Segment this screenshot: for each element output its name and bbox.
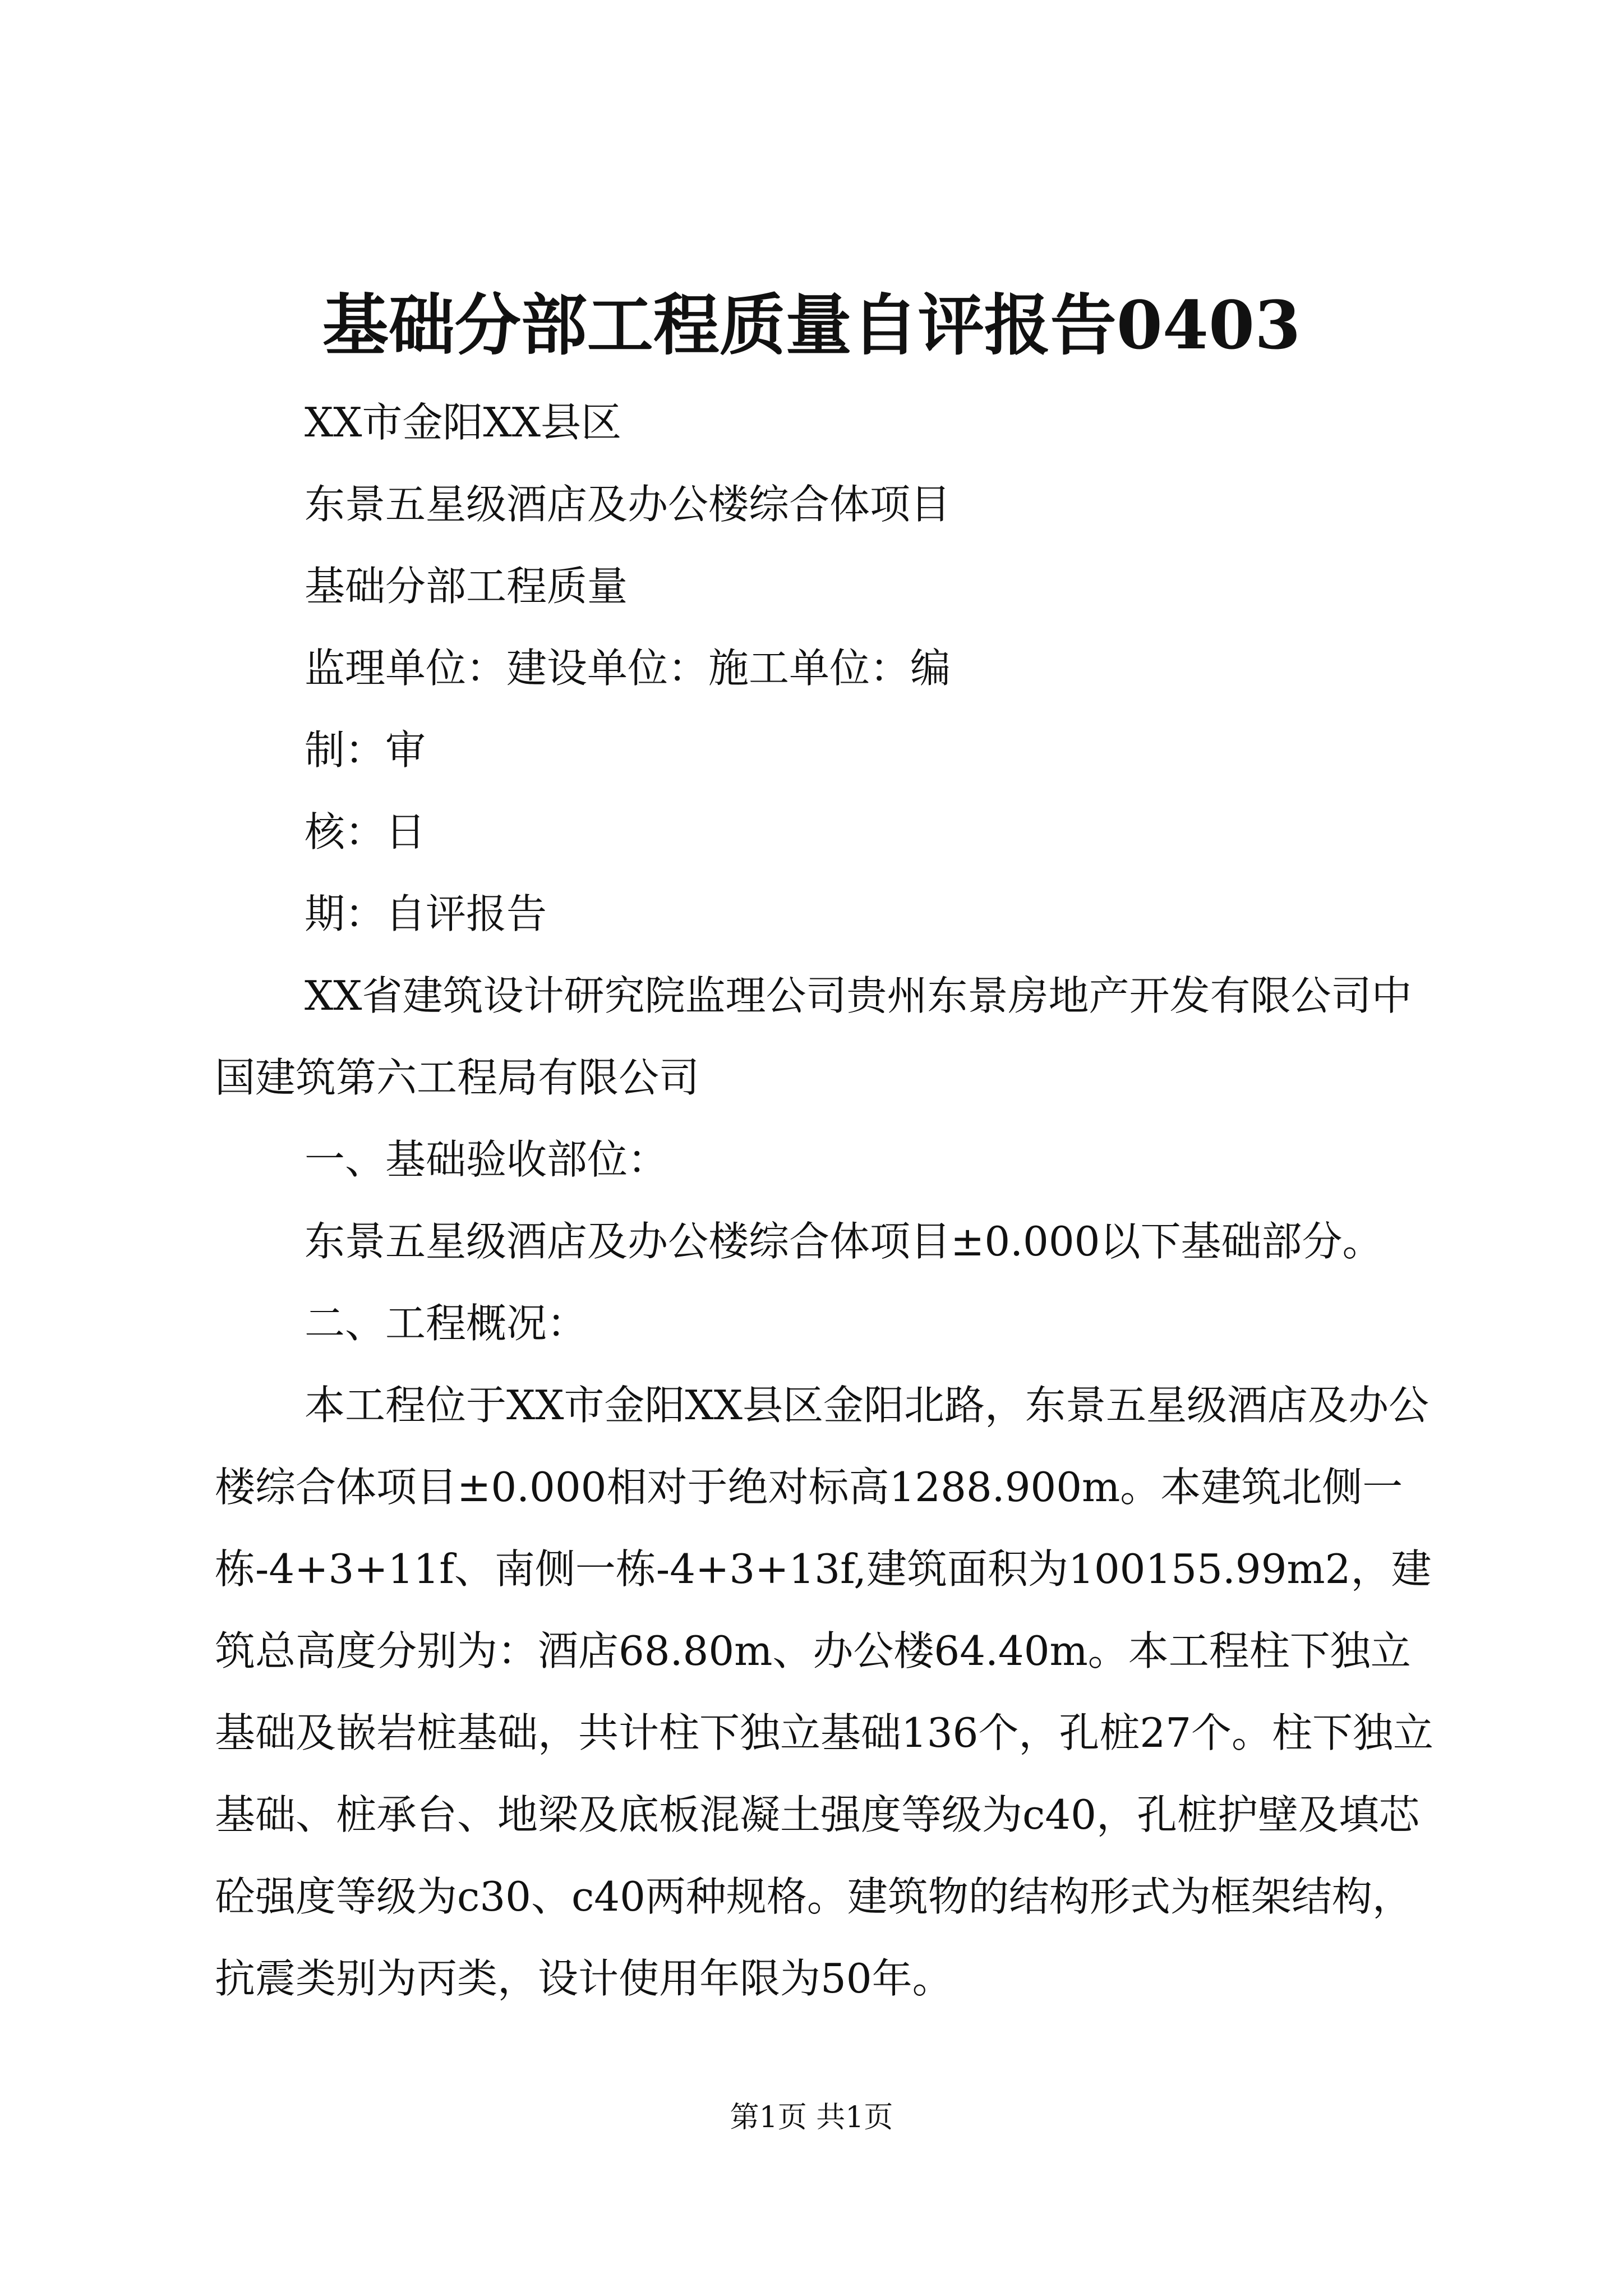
page-number: 第1页 共1页	[730, 2101, 893, 2134]
line-date: 期：自评报告	[305, 890, 547, 937]
line-project: 东景五星级酒店及办公楼综合体项目	[305, 481, 951, 528]
line-reviewer: 核：日	[305, 808, 426, 855]
document-title: 基础分部工程质量自评报告0403	[322, 286, 1301, 364]
section-text-overview: 本工程位于XX市金阳XX县区金阳北路，东景五星级酒店及办公楼综合体项目±0.000相对于绝对标高1288.900m。本建筑北侧一栋-4+3+11f、南侧一栋-4+3+13f,建筑面积为100155.99m2，建筑总高度分别为：酒店68.80m、办公楼64.40m。本工程柱下独立基础及嵌岩桩基础，共计柱下独立基础136个，孔桩27个。柱下独立基础、桩承台、地梁及底板混凝土强度等级为c40，孔桩护壁及填芯砼强度等级为c30、c40两种规格。建筑物的结构形式为框架结构，抗震类别为丙类，设计使用年限为50年。	[215, 1382, 1434, 2002]
line-compiler: 制：审	[305, 726, 426, 774]
line-units: 监理单位：建设单位：施工单位：编	[305, 645, 951, 692]
line-subject: 基础分部工程质量	[305, 563, 628, 610]
paragraph-companies: XX省建筑设计研究院监理公司贵州东景房地产开发有限公司中国建筑第六工程局有限公司	[215, 972, 1412, 1101]
section-text-acceptance: 东景五星级酒店及办公楼综合体项目±0.000以下基础部分。	[305, 1218, 1383, 1265]
section-heading-overview: 二、工程概况：	[305, 1300, 588, 1347]
line-city: XX市金阳XX县区	[305, 399, 622, 446]
section-heading-acceptance: 一、基础验收部位：	[305, 1136, 668, 1183]
document-body	[215, 381, 1449, 2019]
